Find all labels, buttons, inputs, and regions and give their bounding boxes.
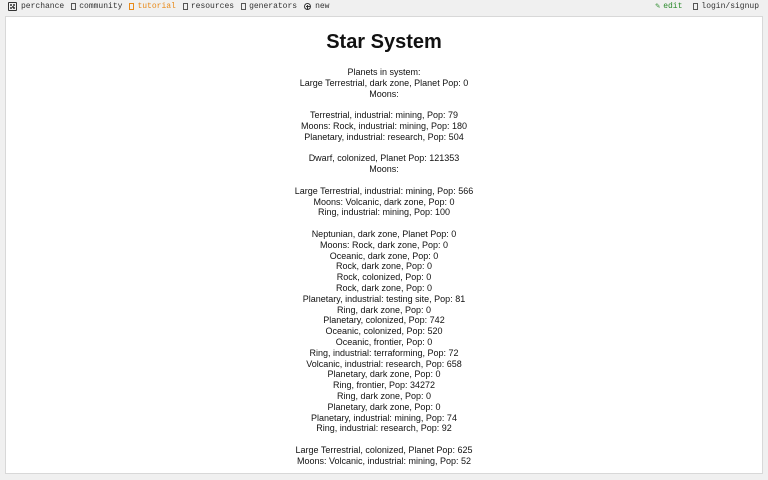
nav-new-label: new	[315, 2, 330, 11]
page-title: Star System	[326, 31, 442, 53]
nav-tutorial[interactable]	[129, 2, 175, 11]
output-line: Ring, industrial: terraforming, Pop: 72	[309, 347, 459, 358]
plus-circle-icon	[304, 3, 311, 10]
brand-label: perchance	[21, 2, 65, 11]
line-gap	[6, 218, 762, 229]
nav-resources-label: resources	[190, 2, 235, 11]
output-line: Oceanic, colonized, Pop: 520	[325, 326, 443, 337]
nav-edit[interactable]	[655, 2, 682, 11]
output-line: Ring, industrial: mining, Pop: 100	[317, 207, 451, 218]
output-line: Planetary, industrial: mining, Pop: 74	[311, 412, 457, 423]
resources-icon	[183, 3, 188, 10]
output-line: Rock, dark zone, Pop: 0	[335, 261, 433, 272]
output-line: Planetary, industrial: research, Pop: 504	[304, 131, 464, 142]
output-line: Large Terrestrial, industrial: mining, Pop: 566	[294, 185, 474, 196]
nav-community-label: community	[79, 2, 123, 11]
community-icon	[71, 3, 76, 10]
nav-right	[644, 2, 759, 11]
output-line: Planetary, industrial: testing site, Pop: 81	[302, 293, 466, 304]
output-line: Planetary, dark zone, Pop: 0	[327, 401, 441, 412]
output-line: Large Terrestrial, dark zone, Planet Pop: 0	[299, 77, 469, 88]
nav-generators-label: generators	[249, 2, 298, 11]
dice-icon	[8, 2, 17, 11]
line-gap	[6, 99, 762, 110]
nav-resources[interactable]	[183, 2, 234, 11]
brand-link[interactable]	[8, 2, 64, 11]
nav-new[interactable]	[304, 2, 329, 11]
line-gap	[6, 175, 762, 186]
output-line: Terrestrial, industrial: mining, Pop: 79	[309, 110, 459, 121]
nav-left	[8, 2, 336, 11]
output-line: Moons: Volcanic, industrial: mining, Pop: 52	[296, 455, 472, 466]
nav-login[interactable]	[693, 2, 759, 11]
output-line: Ring, frontier, Pop: 34272	[332, 380, 436, 391]
output-line: Ring, industrial: research, Pop: 92	[316, 423, 452, 434]
planets-header: Planets in system:	[347, 67, 421, 77]
nav-tutorial-label: tutorial	[137, 2, 176, 11]
nav-login-label: login/signup	[701, 2, 759, 11]
output-line: Planetary, colonized, Pop: 742	[323, 315, 445, 326]
output-line: Ring, dark zone, Pop: 0	[336, 390, 432, 401]
output-line: Rock, dark zone, Pop: 0	[335, 282, 433, 293]
output-line: Large Terrestrial, colonized, Planet Pop: 625	[295, 444, 473, 455]
output-line: Planetary, dark zone, Pop: 0	[327, 369, 441, 380]
line-gap	[6, 143, 762, 154]
top-nav-bar	[0, 0, 768, 15]
generators-icon	[241, 3, 246, 10]
output-line: Moons: Rock, industrial: mining, Pop: 180	[300, 120, 468, 131]
output-line: Neptunian, dark zone, Planet Pop: 0	[311, 228, 457, 239]
output-line: Ring, dark zone, Pop: 0	[336, 304, 432, 315]
nav-generators[interactable]	[241, 2, 297, 11]
star-system-output	[6, 67, 762, 466]
user-icon	[693, 3, 698, 10]
nav-community[interactable]	[71, 2, 122, 11]
output-line: Oceanic, dark zone, Pop: 0	[329, 250, 439, 261]
output-line: Rock, colonized, Pop: 0	[336, 272, 432, 283]
output-line: Oceanic, frontier, Pop: 0	[335, 336, 433, 347]
tutorial-icon	[129, 3, 134, 10]
output-line: Moons:	[369, 88, 399, 99]
nav-edit-label: edit	[663, 2, 683, 11]
output-line: Moons: Rock, dark zone, Pop: 0	[319, 239, 449, 250]
output-line: Volcanic, industrial: research, Pop: 658	[306, 358, 462, 369]
output-line: Moons:	[369, 164, 399, 175]
pencil-icon: ✎	[655, 1, 661, 11]
output-line: Moons: Volcanic, dark zone, Pop: 0	[313, 196, 455, 207]
line-gap	[6, 434, 762, 445]
output-line: Dwarf, colonized, Planet Pop: 121353	[308, 153, 460, 164]
generator-output-panel	[5, 16, 763, 474]
